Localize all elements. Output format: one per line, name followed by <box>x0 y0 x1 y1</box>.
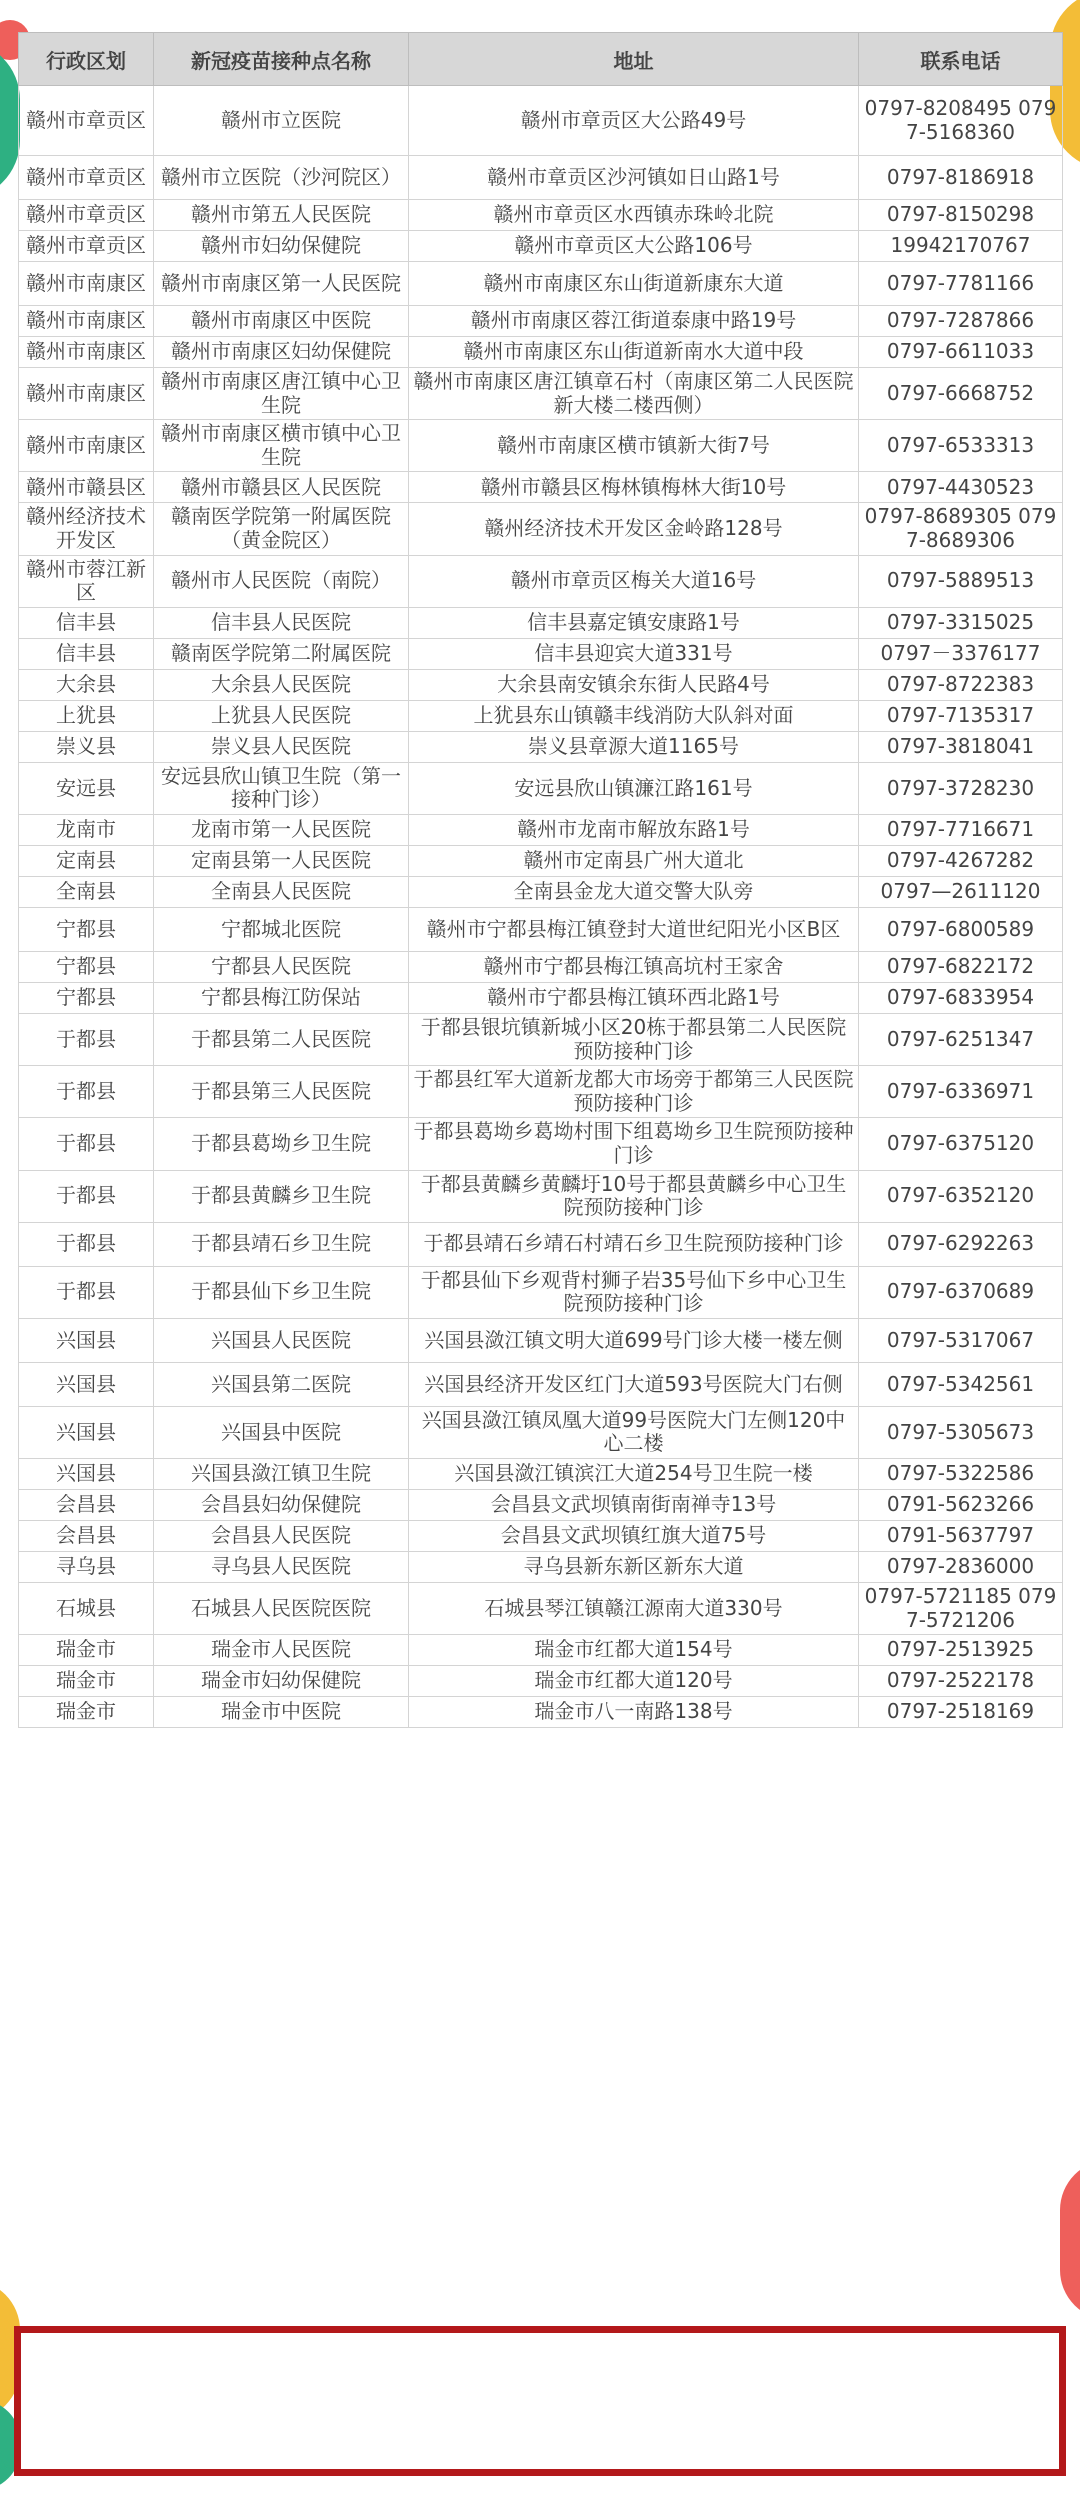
cell-site-name: 安远县欣山镇卫生院（第一接种门诊） <box>154 762 409 814</box>
cell-site-name: 赣州市妇幼保健院 <box>154 231 409 262</box>
table-row <box>19 1521 1063 1552</box>
cell-address: 赣州市南康区横市镇新大街7号 <box>409 420 859 472</box>
table-row <box>19 1583 1063 1635</box>
cell-site-name: 大余县人民医院 <box>154 669 409 700</box>
table-header-row <box>19 33 1063 86</box>
cell-address: 兴国县潋江镇文明大道699号门诊大楼一楼左侧 <box>409 1318 859 1362</box>
cell-site-name: 瑞金市中医院 <box>154 1697 409 1728</box>
cell-address: 赣州市宁都县梅江镇高坑村王家舍 <box>409 951 859 982</box>
table-row <box>19 1266 1063 1318</box>
cell-phone: 0797-5305673 <box>859 1406 1063 1458</box>
cell-phone: 0797—2611120 <box>859 876 1063 907</box>
decorative-yellow-blob-bottom-left <box>0 2280 20 2420</box>
cell-address: 兴国县潋江镇凤凰大道99号医院大门左侧120中心二楼 <box>409 1406 859 1458</box>
cell-phone: 0797-8208495 0797-5168360 <box>859 86 1063 156</box>
cell-phone: 0797-6375120 <box>859 1118 1063 1170</box>
cell-phone: 0797-7135317 <box>859 700 1063 731</box>
cell-address: 崇义县章源大道1165号 <box>409 731 859 762</box>
cell-site-name: 兴国县第二医院 <box>154 1362 409 1406</box>
table-row <box>19 907 1063 951</box>
cell-region: 于都县 <box>19 1013 154 1065</box>
cell-region: 瑞金市 <box>19 1697 154 1728</box>
cell-region: 瑞金市 <box>19 1666 154 1697</box>
cell-phone: 0797-5317067 <box>859 1318 1063 1362</box>
cell-region: 赣州市章贡区 <box>19 86 154 156</box>
cell-site-name: 会昌县妇幼保健院 <box>154 1490 409 1521</box>
cell-address: 兴国县潋江镇滨江大道254号卫生院一楼 <box>409 1459 859 1490</box>
cell-phone: 0797-6292263 <box>859 1222 1063 1266</box>
table-row <box>19 1013 1063 1065</box>
cell-region: 赣州市章贡区 <box>19 231 154 262</box>
cell-region: 于都县 <box>19 1222 154 1266</box>
cell-address: 瑞金市八一南路138号 <box>409 1697 859 1728</box>
cell-phone: 0797-6611033 <box>859 337 1063 368</box>
cell-phone: 0797-6668752 <box>859 368 1063 420</box>
cell-phone: 0797-6800589 <box>859 907 1063 951</box>
cell-phone: 0797-8150298 <box>859 200 1063 231</box>
cell-site-name: 赣州市第五人民医院 <box>154 200 409 231</box>
table-row <box>19 1697 1063 1728</box>
cell-site-name: 于都县靖石乡卫生院 <box>154 1222 409 1266</box>
cell-phone: 0797-7716671 <box>859 814 1063 845</box>
table-row <box>19 555 1063 607</box>
table-body <box>19 86 1063 1728</box>
cell-address: 安远县欣山镇濂江路161号 <box>409 762 859 814</box>
cell-site-name: 赣南医学院第二附属医院 <box>154 638 409 669</box>
table-row <box>19 1170 1063 1222</box>
cell-site-name: 赣州市南康区第一人民医院 <box>154 262 409 306</box>
cell-region: 龙南市 <box>19 814 154 845</box>
cell-region: 赣州市蓉江新区 <box>19 555 154 607</box>
cell-phone: 0797-5889513 <box>859 555 1063 607</box>
cell-site-name: 于都县黄麟乡卫生院 <box>154 1170 409 1222</box>
cell-site-name: 赣州市立医院 <box>154 86 409 156</box>
cell-site-name: 赣州市立医院（沙河院区） <box>154 156 409 200</box>
cell-site-name: 赣州市赣县区人民医院 <box>154 472 409 503</box>
table-row <box>19 951 1063 982</box>
cell-site-name: 龙南市第一人民医院 <box>154 814 409 845</box>
table-row <box>19 1459 1063 1490</box>
cell-site-name: 宁都县梅江防保站 <box>154 982 409 1013</box>
cell-address: 赣州市南康区蓉江街道泰康中路19号 <box>409 306 859 337</box>
table-row <box>19 1635 1063 1666</box>
cell-phone: 0797-2836000 <box>859 1552 1063 1583</box>
table-row <box>19 700 1063 731</box>
cell-region: 信丰县 <box>19 607 154 638</box>
cell-region: 赣州市南康区 <box>19 306 154 337</box>
table-row <box>19 731 1063 762</box>
cell-phone: 0797-8186918 <box>859 156 1063 200</box>
cell-region: 宁都县 <box>19 907 154 951</box>
table-row <box>19 262 1063 306</box>
cell-region: 于都县 <box>19 1066 154 1118</box>
cell-address: 赣州市龙南市解放东路1号 <box>409 814 859 845</box>
cell-region: 瑞金市 <box>19 1635 154 1666</box>
table-row <box>19 306 1063 337</box>
table-row <box>19 1666 1063 1697</box>
cell-region: 赣州经济技术开发区 <box>19 503 154 555</box>
cell-address: 赣州市章贡区大公路106号 <box>409 231 859 262</box>
table-row <box>19 420 1063 472</box>
cell-phone: 0797-6533313 <box>859 420 1063 472</box>
cell-region: 大余县 <box>19 669 154 700</box>
cell-region: 兴国县 <box>19 1318 154 1362</box>
cell-address: 信丰县迎宾大道331号 <box>409 638 859 669</box>
cell-region: 兴国县 <box>19 1362 154 1406</box>
cell-region: 定南县 <box>19 845 154 876</box>
cell-phone: 0797-5721185 0797-5721206 <box>859 1583 1063 1635</box>
cell-phone: 0797-6370689 <box>859 1266 1063 1318</box>
cell-site-name: 上犹县人民医院 <box>154 700 409 731</box>
table-row <box>19 1318 1063 1362</box>
header-address: 地址 <box>409 33 859 86</box>
cell-phone: 0791-5637797 <box>859 1521 1063 1552</box>
cell-address: 赣州市南康区东山街道新南水大道中段 <box>409 337 859 368</box>
cell-site-name: 石城县人民医院医院 <box>154 1583 409 1635</box>
cell-address: 瑞金市红都大道120号 <box>409 1666 859 1697</box>
cell-phone: 0797-6833954 <box>859 982 1063 1013</box>
table-row <box>19 1406 1063 1458</box>
cell-phone: 0797-2518169 <box>859 1697 1063 1728</box>
table-row <box>19 156 1063 200</box>
header-site-name: 新冠疫苗接种点名称 <box>154 33 409 86</box>
cell-phone: 0797-6251347 <box>859 1013 1063 1065</box>
cell-region: 会昌县 <box>19 1490 154 1521</box>
table-row <box>19 669 1063 700</box>
header-region: 行政区划 <box>19 33 154 86</box>
cell-address: 赣州市章贡区沙河镇如日山路1号 <box>409 156 859 200</box>
cell-region: 于都县 <box>19 1170 154 1222</box>
cell-address: 于都县黄麟乡黄麟圩10号于都县黄麟乡中心卫生院预防接种门诊 <box>409 1170 859 1222</box>
table-row <box>19 503 1063 555</box>
cell-region: 兴国县 <box>19 1406 154 1458</box>
cell-address: 于都县葛坳乡葛坳村围下组葛坳乡卫生院预防接种门诊 <box>409 1118 859 1170</box>
cell-phone: 0797-7287866 <box>859 306 1063 337</box>
cell-region: 赣州市南康区 <box>19 337 154 368</box>
cell-address: 于都县仙下乡观背村狮子岩35号仙下乡中心卫生院预防接种门诊 <box>409 1266 859 1318</box>
cell-region: 赣州市南康区 <box>19 262 154 306</box>
cell-region: 宁都县 <box>19 982 154 1013</box>
decorative-green-blob-top-left <box>0 40 20 200</box>
table-row <box>19 368 1063 420</box>
table-row <box>19 638 1063 669</box>
cell-address: 赣州市章贡区大公路49号 <box>409 86 859 156</box>
table-row <box>19 1362 1063 1406</box>
cell-site-name: 赣州市南康区妇幼保健院 <box>154 337 409 368</box>
table-row <box>19 1066 1063 1118</box>
table-row <box>19 1490 1063 1521</box>
cell-phone: 0797-4430523 <box>859 472 1063 503</box>
cell-address: 赣州市赣县区梅林镇梅林大街10号 <box>409 472 859 503</box>
cell-site-name: 瑞金市人民医院 <box>154 1635 409 1666</box>
cell-phone: 0797-7781166 <box>859 262 1063 306</box>
table-row <box>19 472 1063 503</box>
cell-site-name: 于都县第二人民医院 <box>154 1013 409 1065</box>
cell-address: 赣州市南康区唐江镇章石村（南康区第二人民医院新大楼二楼西侧） <box>409 368 859 420</box>
cell-phone: 0797-3315025 <box>859 607 1063 638</box>
cell-site-name: 信丰县人民医院 <box>154 607 409 638</box>
cell-address: 于都县红军大道新龙都大市场旁于都第三人民医院预防接种门诊 <box>409 1066 859 1118</box>
cell-site-name: 崇义县人民医院 <box>154 731 409 762</box>
table-row <box>19 337 1063 368</box>
table-row <box>19 231 1063 262</box>
cell-region: 崇义县 <box>19 731 154 762</box>
cell-region: 赣州市章贡区 <box>19 200 154 231</box>
cell-address: 瑞金市红都大道154号 <box>409 1635 859 1666</box>
cell-site-name: 会昌县人民医院 <box>154 1521 409 1552</box>
table-row <box>19 607 1063 638</box>
cell-phone: 0797-3818041 <box>859 731 1063 762</box>
cell-address: 赣州经济技术开发区金岭路128号 <box>409 503 859 555</box>
header-phone: 联系电话 <box>859 33 1063 86</box>
cell-phone: 0797-3728230 <box>859 762 1063 814</box>
cell-site-name: 赣州市人民医院（南院） <box>154 555 409 607</box>
cell-region: 于都县 <box>19 1118 154 1170</box>
cell-site-name: 宁都县人民医院 <box>154 951 409 982</box>
cell-address: 石城县琴江镇赣江源南大道330号 <box>409 1583 859 1635</box>
cell-region: 寻乌县 <box>19 1552 154 1583</box>
cell-phone: 0797-5342561 <box>859 1362 1063 1406</box>
cell-address: 上犹县东山镇赣丰线消防大队斜对面 <box>409 700 859 731</box>
ruijin-highlight-box <box>14 2326 1066 2476</box>
cell-site-name: 于都县仙下乡卫生院 <box>154 1266 409 1318</box>
cell-site-name: 定南县第一人民医院 <box>154 845 409 876</box>
cell-address: 全南县金龙大道交警大队旁 <box>409 876 859 907</box>
cell-address: 赣州市宁都县梅江镇环西北路1号 <box>409 982 859 1013</box>
cell-address: 赣州市章贡区梅关大道16号 <box>409 555 859 607</box>
cell-region: 赣州市南康区 <box>19 420 154 472</box>
cell-region: 会昌县 <box>19 1521 154 1552</box>
cell-address: 会昌县文武坝镇南街南禅寺13号 <box>409 1490 859 1521</box>
table-row <box>19 814 1063 845</box>
cell-address: 大余县南安镇余东街人民路4号 <box>409 669 859 700</box>
cell-region: 兴国县 <box>19 1459 154 1490</box>
cell-address: 赣州市定南县广州大道北 <box>409 845 859 876</box>
cell-site-name: 宁都城北医院 <box>154 907 409 951</box>
cell-phone: 0797-8689305 0797-8689306 <box>859 503 1063 555</box>
cell-phone: 0797-6822172 <box>859 951 1063 982</box>
cell-region: 赣州市章贡区 <box>19 156 154 200</box>
cell-address: 赣州市宁都县梅江镇登封大道世纪阳光小区B区 <box>409 907 859 951</box>
table-row <box>19 982 1063 1013</box>
cell-region: 赣州市南康区 <box>19 368 154 420</box>
cell-address: 寻乌县新东新区新东大道 <box>409 1552 859 1583</box>
table-row <box>19 86 1063 156</box>
cell-site-name: 兴国县潋江镇卫生院 <box>154 1459 409 1490</box>
cell-address: 于都县靖石乡靖石村靖石乡卫生院预防接种门诊 <box>409 1222 859 1266</box>
cell-address: 赣州市章贡区水西镇赤珠岭北院 <box>409 200 859 231</box>
table-row <box>19 1222 1063 1266</box>
cell-site-name: 赣州市南康区唐江镇中心卫生院 <box>154 368 409 420</box>
cell-address: 于都县银坑镇新城小区20栋于都县第二人民医院预防接种门诊 <box>409 1013 859 1065</box>
cell-address: 兴国县经济开发区红门大道593号医院大门右侧 <box>409 1362 859 1406</box>
cell-address: 信丰县嘉定镇安康路1号 <box>409 607 859 638</box>
cell-phone: 0797－3376177 <box>859 638 1063 669</box>
cell-site-name: 瑞金市妇幼保健院 <box>154 1666 409 1697</box>
cell-site-name: 兴国县人民医院 <box>154 1318 409 1362</box>
cell-site-name: 全南县人民医院 <box>154 876 409 907</box>
table-row <box>19 200 1063 231</box>
cell-site-name: 于都县第三人民医院 <box>154 1066 409 1118</box>
cell-phone: 0797-8722383 <box>859 669 1063 700</box>
cell-region: 于都县 <box>19 1266 154 1318</box>
cell-region: 全南县 <box>19 876 154 907</box>
cell-address: 会昌县文武坝镇红旗大道75号 <box>409 1521 859 1552</box>
cell-phone: 0797-6336971 <box>859 1066 1063 1118</box>
cell-region: 赣州市赣县区 <box>19 472 154 503</box>
cell-phone: 0797-4267282 <box>859 845 1063 876</box>
cell-region: 石城县 <box>19 1583 154 1635</box>
vaccination-sites-table <box>18 32 1063 1728</box>
cell-region: 宁都县 <box>19 951 154 982</box>
cell-phone: 0797-2522178 <box>859 1666 1063 1697</box>
cell-site-name: 赣州市南康区横市镇中心卫生院 <box>154 420 409 472</box>
vaccination-sites-document <box>18 32 1062 1728</box>
cell-region: 信丰县 <box>19 638 154 669</box>
cell-region: 安远县 <box>19 762 154 814</box>
decorative-green-blob-bottom-left <box>0 2400 20 2490</box>
cell-address: 赣州市南康区东山街道新康东大道 <box>409 262 859 306</box>
table-row <box>19 876 1063 907</box>
cell-phone: 0791-5623266 <box>859 1490 1063 1521</box>
cell-site-name: 赣南医学院第一附属医院（黄金院区） <box>154 503 409 555</box>
table-row <box>19 1118 1063 1170</box>
cell-site-name: 于都县葛坳乡卫生院 <box>154 1118 409 1170</box>
table-row <box>19 762 1063 814</box>
cell-region: 上犹县 <box>19 700 154 731</box>
cell-site-name: 兴国县中医院 <box>154 1406 409 1458</box>
decorative-coral-blob-bottom-right <box>1060 2160 1080 2320</box>
cell-phone: 0797-2513925 <box>859 1635 1063 1666</box>
table-row <box>19 845 1063 876</box>
cell-phone: 0797-5322586 <box>859 1459 1063 1490</box>
cell-phone: 0797-6352120 <box>859 1170 1063 1222</box>
cell-site-name: 寻乌县人民医院 <box>154 1552 409 1583</box>
table-row <box>19 1552 1063 1583</box>
cell-phone: 19942170767 <box>859 231 1063 262</box>
cell-site-name: 赣州市南康区中医院 <box>154 306 409 337</box>
